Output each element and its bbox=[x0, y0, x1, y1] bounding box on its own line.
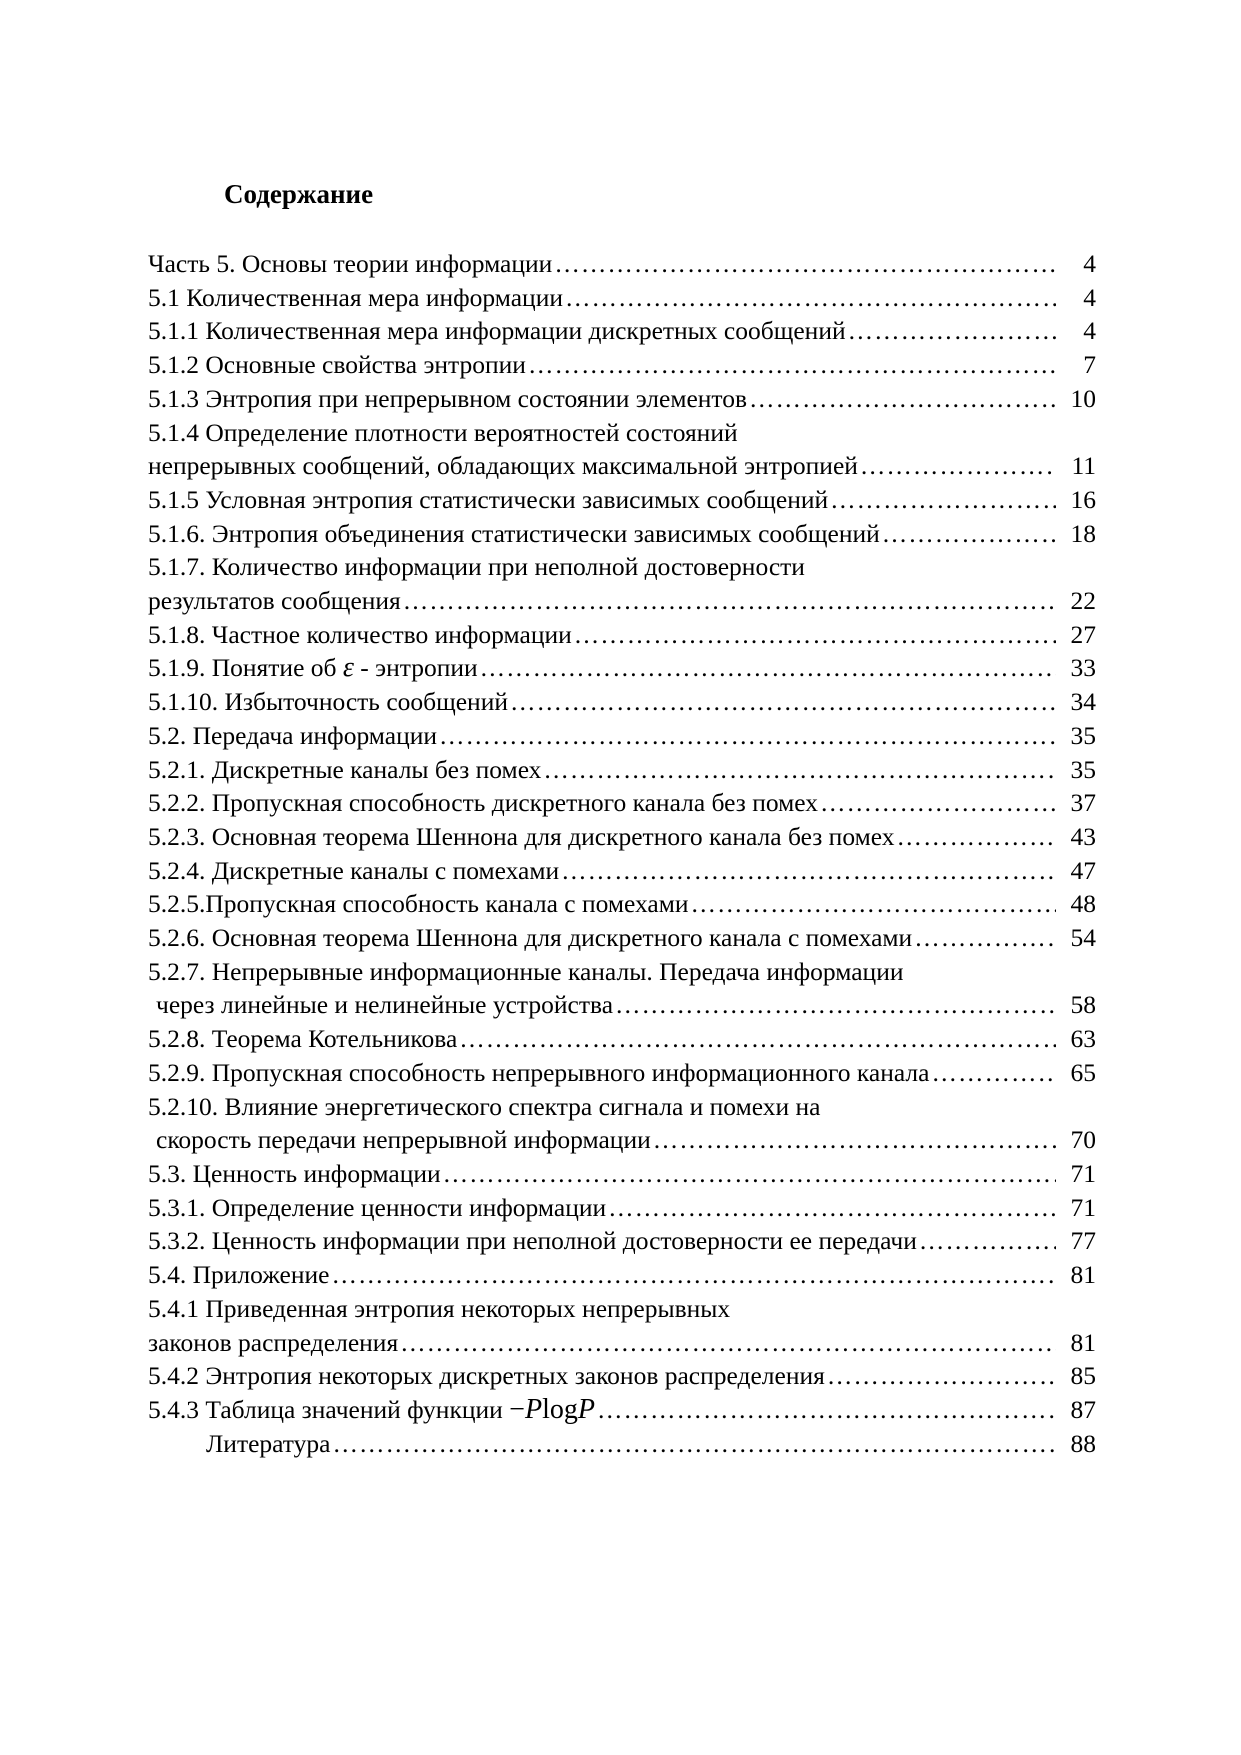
toc-leader-dots bbox=[931, 1056, 1056, 1090]
toc-entry-text: 5.1.6. Энтропия объединения статистически зависимых сообщений bbox=[148, 518, 880, 548]
toc-entry-5-1-5 bbox=[148, 483, 1096, 517]
toc-entry-text-line1: 5.2.10. Влияние энергетического спектра сигнала и помехи на bbox=[148, 1091, 821, 1121]
toc-page-number: 35 bbox=[1070, 754, 1096, 784]
toc-entry-5-2-8 bbox=[148, 1022, 1096, 1056]
toc-leader-dots bbox=[574, 618, 1056, 652]
toc-entry-text: Часть 5. Основы теории информации bbox=[148, 249, 553, 278]
toc-leader-dots bbox=[615, 988, 1056, 1022]
formula-minus: − bbox=[509, 1393, 525, 1425]
toc-entry-5-4 bbox=[148, 1258, 1096, 1292]
toc-page-number: 34 bbox=[1070, 687, 1096, 717]
toc-leader-dots bbox=[608, 1191, 1056, 1225]
toc-entry-5-1-6 bbox=[148, 517, 1096, 551]
toc-entry-text-after: - энтропии bbox=[360, 653, 478, 683]
toc-leader-dots bbox=[919, 1224, 1056, 1258]
toc-entry-5-2-5 bbox=[148, 887, 1096, 921]
toc-entry-5-2-3 bbox=[148, 820, 1096, 854]
toc-entry-text: результатов сообщения bbox=[148, 586, 401, 616]
formula-p: P bbox=[524, 1393, 543, 1425]
toc-entry-5-2-2 bbox=[148, 786, 1096, 820]
toc-entry-text: 5.1.2 Основные свойства энтропии bbox=[148, 350, 526, 380]
toc-page-number: 11 bbox=[1071, 451, 1096, 481]
toc-entry-text bbox=[148, 1393, 595, 1427]
epsilon-symbol: ε bbox=[342, 652, 354, 684]
toc-entry-5-2 bbox=[148, 719, 1096, 753]
formula-log: log bbox=[542, 1393, 578, 1425]
toc-page-number: 18 bbox=[1070, 518, 1096, 548]
toc-entry-5-1-7 bbox=[148, 550, 1096, 617]
toc-entry-5-4-1 bbox=[148, 1292, 1096, 1359]
toc-leader-dots bbox=[896, 820, 1056, 854]
toc-entry-text: 5.2.4. Дискретные каналы с помехами bbox=[148, 855, 560, 885]
toc-leader-dots bbox=[561, 854, 1056, 888]
toc-leader-dots bbox=[914, 921, 1056, 955]
toc-page-number: 63 bbox=[1070, 1024, 1096, 1054]
toc-leader-dots bbox=[528, 348, 1056, 382]
toc-entry-5-1-4 bbox=[148, 416, 1096, 483]
toc-leader-dots bbox=[554, 247, 1056, 281]
toc-entry-text: через линейные и нелинейные устройства bbox=[156, 990, 614, 1020]
toc-page-number: 88 bbox=[1070, 1428, 1096, 1458]
toc-leader-dots bbox=[332, 1258, 1057, 1292]
table-of-contents bbox=[148, 247, 1096, 1460]
toc-entry-text-before: 5.1.9. Понятие об bbox=[148, 653, 337, 683]
toc-entry-5-2-10 bbox=[148, 1090, 1096, 1157]
toc-entry-text-before: 5.4.3 Таблица значений функции bbox=[148, 1394, 503, 1424]
toc-entry-text: 5.3. Ценность информации bbox=[148, 1158, 441, 1188]
toc-leader-dots bbox=[882, 517, 1056, 551]
toc-entry-text: 5.4.2 Энтропия некоторых дискретных законов распределения bbox=[148, 1361, 825, 1391]
toc-page-number: 85 bbox=[1070, 1361, 1096, 1391]
toc-page-number: 22 bbox=[1070, 586, 1096, 616]
toc-entry-text: 5.2.5.Пропускная способность канала с помехами bbox=[148, 889, 689, 919]
toc-leader-dots bbox=[597, 1393, 1056, 1427]
toc-entry-5-1-1 bbox=[148, 314, 1096, 348]
toc-page-number: 65 bbox=[1070, 1057, 1096, 1087]
toc-page-number: 33 bbox=[1070, 653, 1096, 683]
toc-entry-text-line1: 5.2.7. Непрерывные информационные каналы. Передача информации bbox=[148, 956, 904, 986]
toc-entry-text: 5.3.2. Ценность информации при неполной достоверности ее передачи bbox=[148, 1226, 917, 1256]
toc-entry-text: 5.2.2. Пропускная способность дискретного канала без помех bbox=[148, 788, 819, 818]
toc-entry-text: законов распределения bbox=[148, 1327, 399, 1357]
toc-page-number: 4 bbox=[1083, 316, 1096, 346]
toc-entry-text bbox=[148, 651, 478, 685]
toc-entry-5-1-10 bbox=[148, 685, 1096, 719]
toc-page-number: 4 bbox=[1083, 282, 1096, 312]
toc-leader-dots bbox=[510, 685, 1056, 719]
toc-entry-text: 5.1.1 Количественная мера информации дискретных сообщений bbox=[148, 316, 846, 346]
toc-page-number: 77 bbox=[1070, 1226, 1096, 1256]
toc-entry-5-2-6 bbox=[148, 921, 1096, 955]
toc-page-number: 87 bbox=[1070, 1394, 1096, 1424]
toc-entry-5-1-3 bbox=[148, 382, 1096, 416]
toc-entry-5-2-4 bbox=[148, 854, 1096, 888]
toc-entry-text: 5.3.1. Определение ценности информации bbox=[148, 1192, 607, 1222]
toc-entry-text: непрерывных сообщений, обладающих максимальной энтропией bbox=[148, 451, 858, 481]
toc-page-number: 7 bbox=[1083, 350, 1096, 380]
toc-leader-dots bbox=[860, 449, 1056, 483]
toc-leader-dots bbox=[480, 651, 1056, 685]
toc-page-number: 16 bbox=[1070, 484, 1096, 514]
toc-entry-text: 5.1.10. Избыточность сообщений bbox=[148, 687, 509, 717]
page-title: Содержание bbox=[224, 179, 374, 209]
toc-entry-text: 5.1.3 Энтропия при непрерывном состоянии элементов bbox=[148, 383, 748, 413]
toc-leader-dots bbox=[443, 1157, 1056, 1191]
toc-page-number: 70 bbox=[1070, 1125, 1096, 1155]
toc-entry-text: 5.2.6. Основная теорема Шеннона для дискретного канала с помехами bbox=[148, 923, 913, 953]
toc-leader-dots bbox=[653, 1123, 1056, 1157]
toc-page-number: 43 bbox=[1070, 821, 1096, 851]
toc-page-number: 27 bbox=[1070, 619, 1096, 649]
toc-entry-text: скорость передачи непрерывной информации bbox=[156, 1125, 651, 1155]
toc-entry-5-3 bbox=[148, 1157, 1096, 1191]
toc-page-number: 81 bbox=[1070, 1260, 1096, 1290]
toc-leader-dots bbox=[691, 887, 1056, 921]
toc-leader-dots bbox=[332, 1427, 1056, 1461]
toc-entry-5-4-2 bbox=[148, 1359, 1096, 1393]
toc-page-number: 4 bbox=[1083, 249, 1096, 278]
toc-entry-5-2-7 bbox=[148, 955, 1096, 1022]
toc-leader-dots bbox=[543, 753, 1056, 787]
toc-page-number: 58 bbox=[1070, 990, 1096, 1020]
toc-leader-dots bbox=[565, 281, 1056, 315]
toc-page-number: 71 bbox=[1070, 1158, 1096, 1188]
toc-page-number: 10 bbox=[1070, 383, 1096, 413]
toc-entry-text: Литература bbox=[206, 1428, 331, 1458]
toc-entry-text: 5.1.8. Частное количество информации bbox=[148, 619, 572, 649]
toc-entry-5-3-1 bbox=[148, 1191, 1096, 1225]
toc-leader-dots bbox=[439, 719, 1056, 753]
toc-page-number: 48 bbox=[1070, 889, 1096, 919]
toc-entry-5-1-9 bbox=[148, 651, 1096, 685]
toc-entry-5-2-9 bbox=[148, 1056, 1096, 1090]
toc-entry-5-1-8 bbox=[148, 618, 1096, 652]
toc-page-number: 54 bbox=[1070, 923, 1096, 953]
toc-entry-text-line1: 5.1.4 Определение плотности вероятностей состояний bbox=[148, 417, 738, 447]
toc-entry-text: 5.1 Количественная мера информации bbox=[148, 282, 563, 312]
toc-entry-literature bbox=[148, 1427, 1096, 1461]
toc-entry-text: 5.2.1. Дискретные каналы без помех bbox=[148, 754, 542, 784]
toc-entry-text-line1: 5.4.1 Приведенная энтропия некоторых непрерывных bbox=[148, 1293, 731, 1323]
toc-page-number: 81 bbox=[1070, 1327, 1096, 1357]
toc-leader-dots bbox=[820, 786, 1056, 820]
toc-entry-text: 5.2.8. Теорема Котельникова bbox=[148, 1024, 458, 1054]
toc-page-number: 35 bbox=[1070, 720, 1096, 750]
toc-leader-dots bbox=[848, 314, 1056, 348]
toc-entry-5-1-2 bbox=[148, 348, 1096, 382]
toc-entry-5-4-3 bbox=[148, 1393, 1096, 1427]
toc-entry-5-2-1 bbox=[148, 753, 1096, 787]
toc-entry-5-3-2 bbox=[148, 1224, 1096, 1258]
toc-entry-5-1 bbox=[148, 281, 1096, 315]
toc-entry-text: 5.2.9. Пропускная способность непрерывного информационного канала bbox=[148, 1057, 930, 1087]
toc-page-number: 71 bbox=[1070, 1192, 1096, 1222]
toc-leader-dots bbox=[830, 483, 1056, 517]
toc-entry-text-line1: 5.1.7. Количество информации при неполной достоверности bbox=[148, 552, 805, 582]
toc-leader-dots bbox=[403, 584, 1056, 618]
toc-entry-text: 5.2.3. Основная теорема Шеннона для дискретного канала без помех bbox=[148, 821, 895, 851]
toc-entry-text: 5.4. Приложение bbox=[148, 1260, 330, 1290]
toc-page-number: 47 bbox=[1070, 855, 1096, 885]
toc-leader-dots bbox=[400, 1326, 1056, 1360]
toc-leader-dots bbox=[749, 382, 1056, 416]
formula-p: P bbox=[577, 1393, 595, 1425]
toc-leader-dots bbox=[459, 1022, 1056, 1056]
toc-entry-text: 5.1.5 Условная энтропия статистически зависимых сообщений bbox=[148, 484, 829, 514]
toc-entry-part5 bbox=[148, 247, 1096, 281]
toc-entry-text: 5.2. Передача информации bbox=[148, 720, 438, 750]
toc-page-number: 37 bbox=[1070, 788, 1096, 818]
toc-leader-dots bbox=[827, 1359, 1056, 1393]
formula-p-log-p bbox=[509, 1394, 595, 1425]
